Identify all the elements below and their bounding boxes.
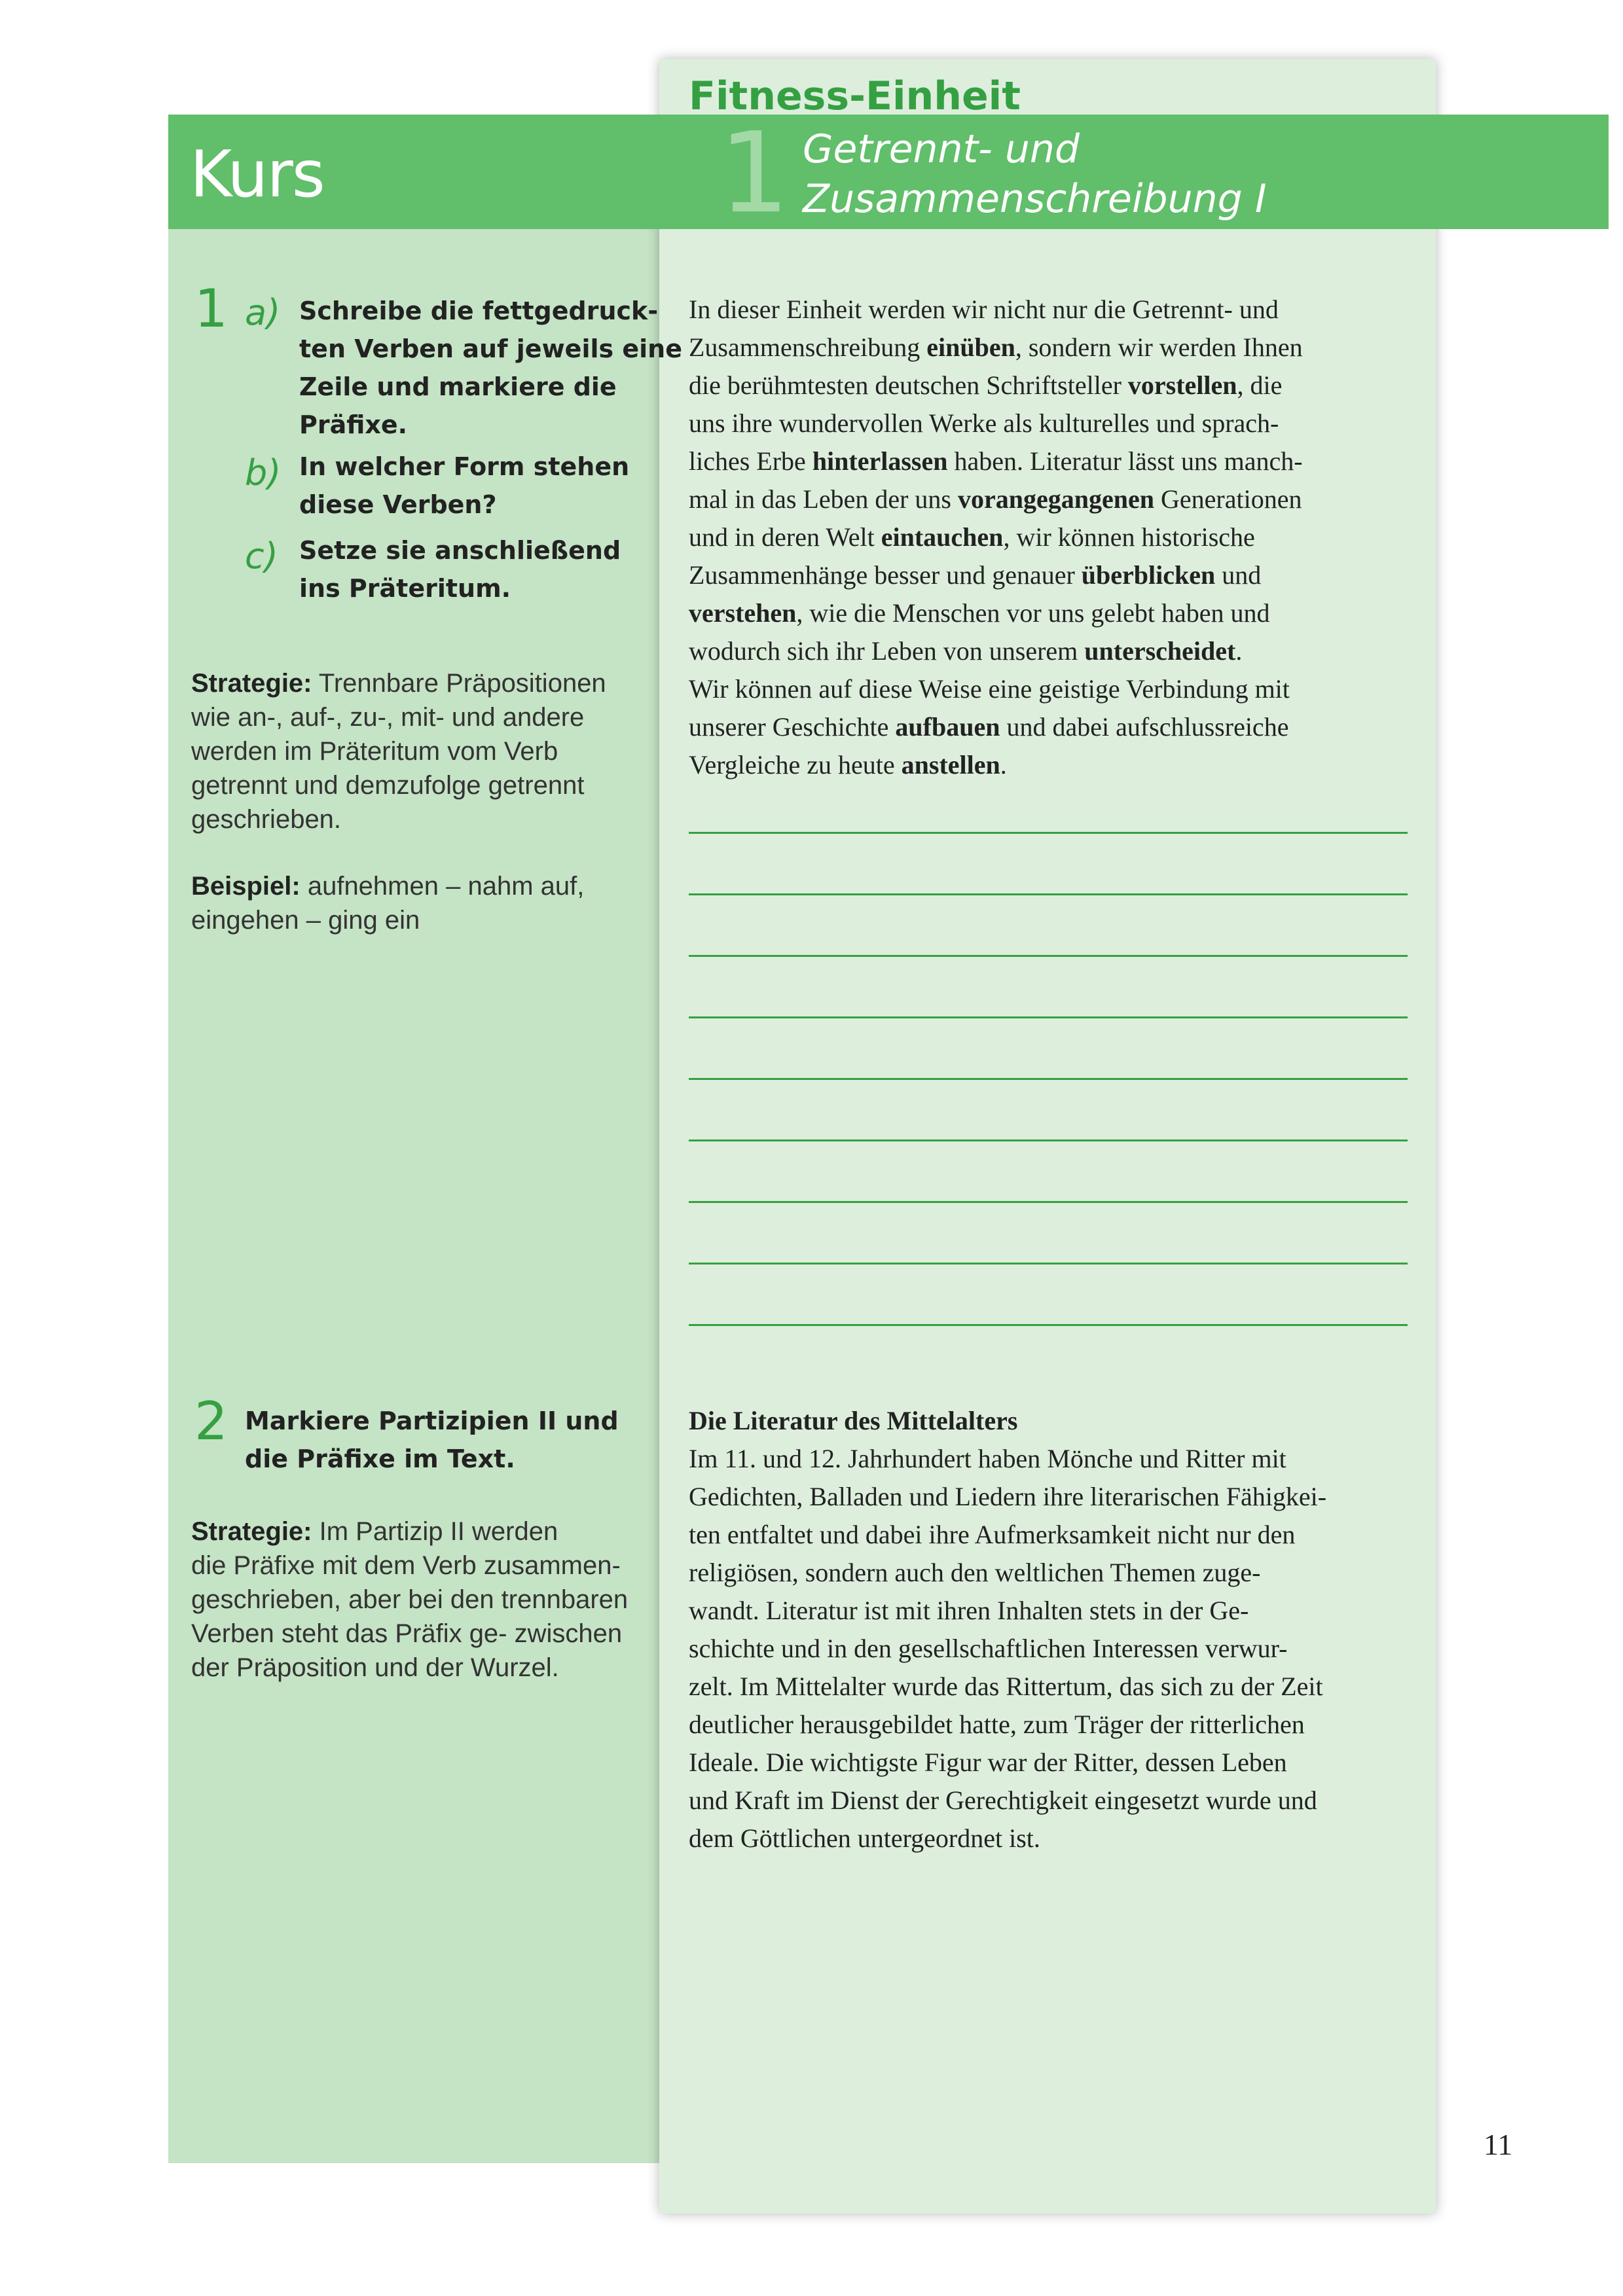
task1-b-label: b)	[245, 452, 282, 493]
task1-example: Beispiel: aufnehmen – nahm auf, eingehen – ging ein	[191, 872, 585, 935]
page-number: 11	[1484, 2128, 1513, 2161]
section-title: Kurs	[190, 137, 324, 212]
task2-text: Markiere Partizipien II und die Präfixe im Text.	[245, 1407, 619, 1473]
unit-title-line2: Zusammenschreibung I	[803, 176, 1267, 222]
writing-line[interactable]	[689, 1324, 1408, 1326]
unit-title	[803, 124, 1267, 224]
writing-line[interactable]	[689, 1201, 1408, 1203]
writing-line[interactable]	[689, 955, 1408, 957]
task1-b-text: In welcher Form stehen diese Verben?	[299, 452, 630, 519]
writing-line[interactable]	[689, 832, 1408, 834]
text2-title: Die Literatur des Mittelalters	[689, 1406, 1018, 1435]
text2-paragraph: Die Literatur des Mittelalters Im 11. und 12. Jahrhundert haben Mönche und Ritter mit Gedichten, Balladen und Liedern ihre literarischen Fähigkei- ten entfaltet und dabei ihre Aufmerksamkeit nicht nur den religiösen, sondern auch den weltlichen Themen zuge- wandt. Literatur ist mit ihren Inhalten stets in der Ge- schichte und in den gesellschaftlichen Interessen verwur- zelt. Im Mittelalter wurde das Rittertum, das sich zu der Zeit deutlicher herausgebildet hatte, zum Träger der ritterlichen Ideale. Die wichtigste Figur war der Ritter, dessen Leben und Kraft im Dienst der Gerechtigkeit eingesetzt wurde und dem Göttlichen untergeordnet ist.	[689, 1406, 1327, 1853]
writing-line[interactable]	[689, 1016, 1408, 1018]
unit-title-line1: Getrennt- und	[803, 126, 1080, 172]
task1-strategy: Strategie: Trennbare Präpositionen wie an-, auf-, zu-, mit- und andere werden im Präteritum vom Verb getrennt und demzufolge getrennt geschrieben.	[191, 669, 606, 834]
unit-number: 1	[719, 109, 790, 238]
unit-label: Fitness-Einheit	[689, 73, 1021, 119]
writing-line[interactable]	[689, 1139, 1408, 1141]
writing-line[interactable]	[689, 893, 1408, 895]
writing-line[interactable]	[689, 1078, 1408, 1080]
task2-strategy: Strategie: Im Partizip II werden die Präfixe mit dem Verb zusammen- geschrieben, aber bei den trennbaren Verben steht das Präfix ge- zwischen der Präposition und der Wurzel.	[191, 1517, 629, 1682]
task1-number: 1	[194, 278, 228, 339]
task1-a-text: Schreibe die fettgedruck- ten Verben auf jeweils eine Zeile und markiere die Präfixe.	[299, 296, 682, 439]
task2-number: 2	[194, 1391, 228, 1452]
text1-paragraph: In dieser Einheit werden wir nicht nur die Getrennt- und Zusammenschreibung einüben, sondern wir werden Ihnen die berühmtesten deutschen Schriftsteller vorstellen, die uns ihre wundervollen Werke als kulturelles und sprach- liches Erbe hinterlassen haben. Literatur lässt uns manch- mal in das Leben der uns vorangegangenen Generationen und in deren Welt eintauchen, wir können historische Zusammenhänge besser und genauer überblicken und verstehen, wie die Menschen vor uns gelebt haben und wodurch sich ihr Leben von unserem unterscheidet. Wir können auf diese Weise eine geistige Verbindung mit unserer Geschichte aufbauen und dabei aufschlussreiche Vergleiche zu heute anstellen.	[689, 295, 1303, 780]
task1-a-label: a)	[245, 292, 281, 333]
task1-c-label: c)	[245, 535, 278, 577]
writing-line[interactable]	[689, 1263, 1408, 1265]
task1-c-text: Setze sie anschließend ins Präteritum.	[299, 536, 621, 603]
